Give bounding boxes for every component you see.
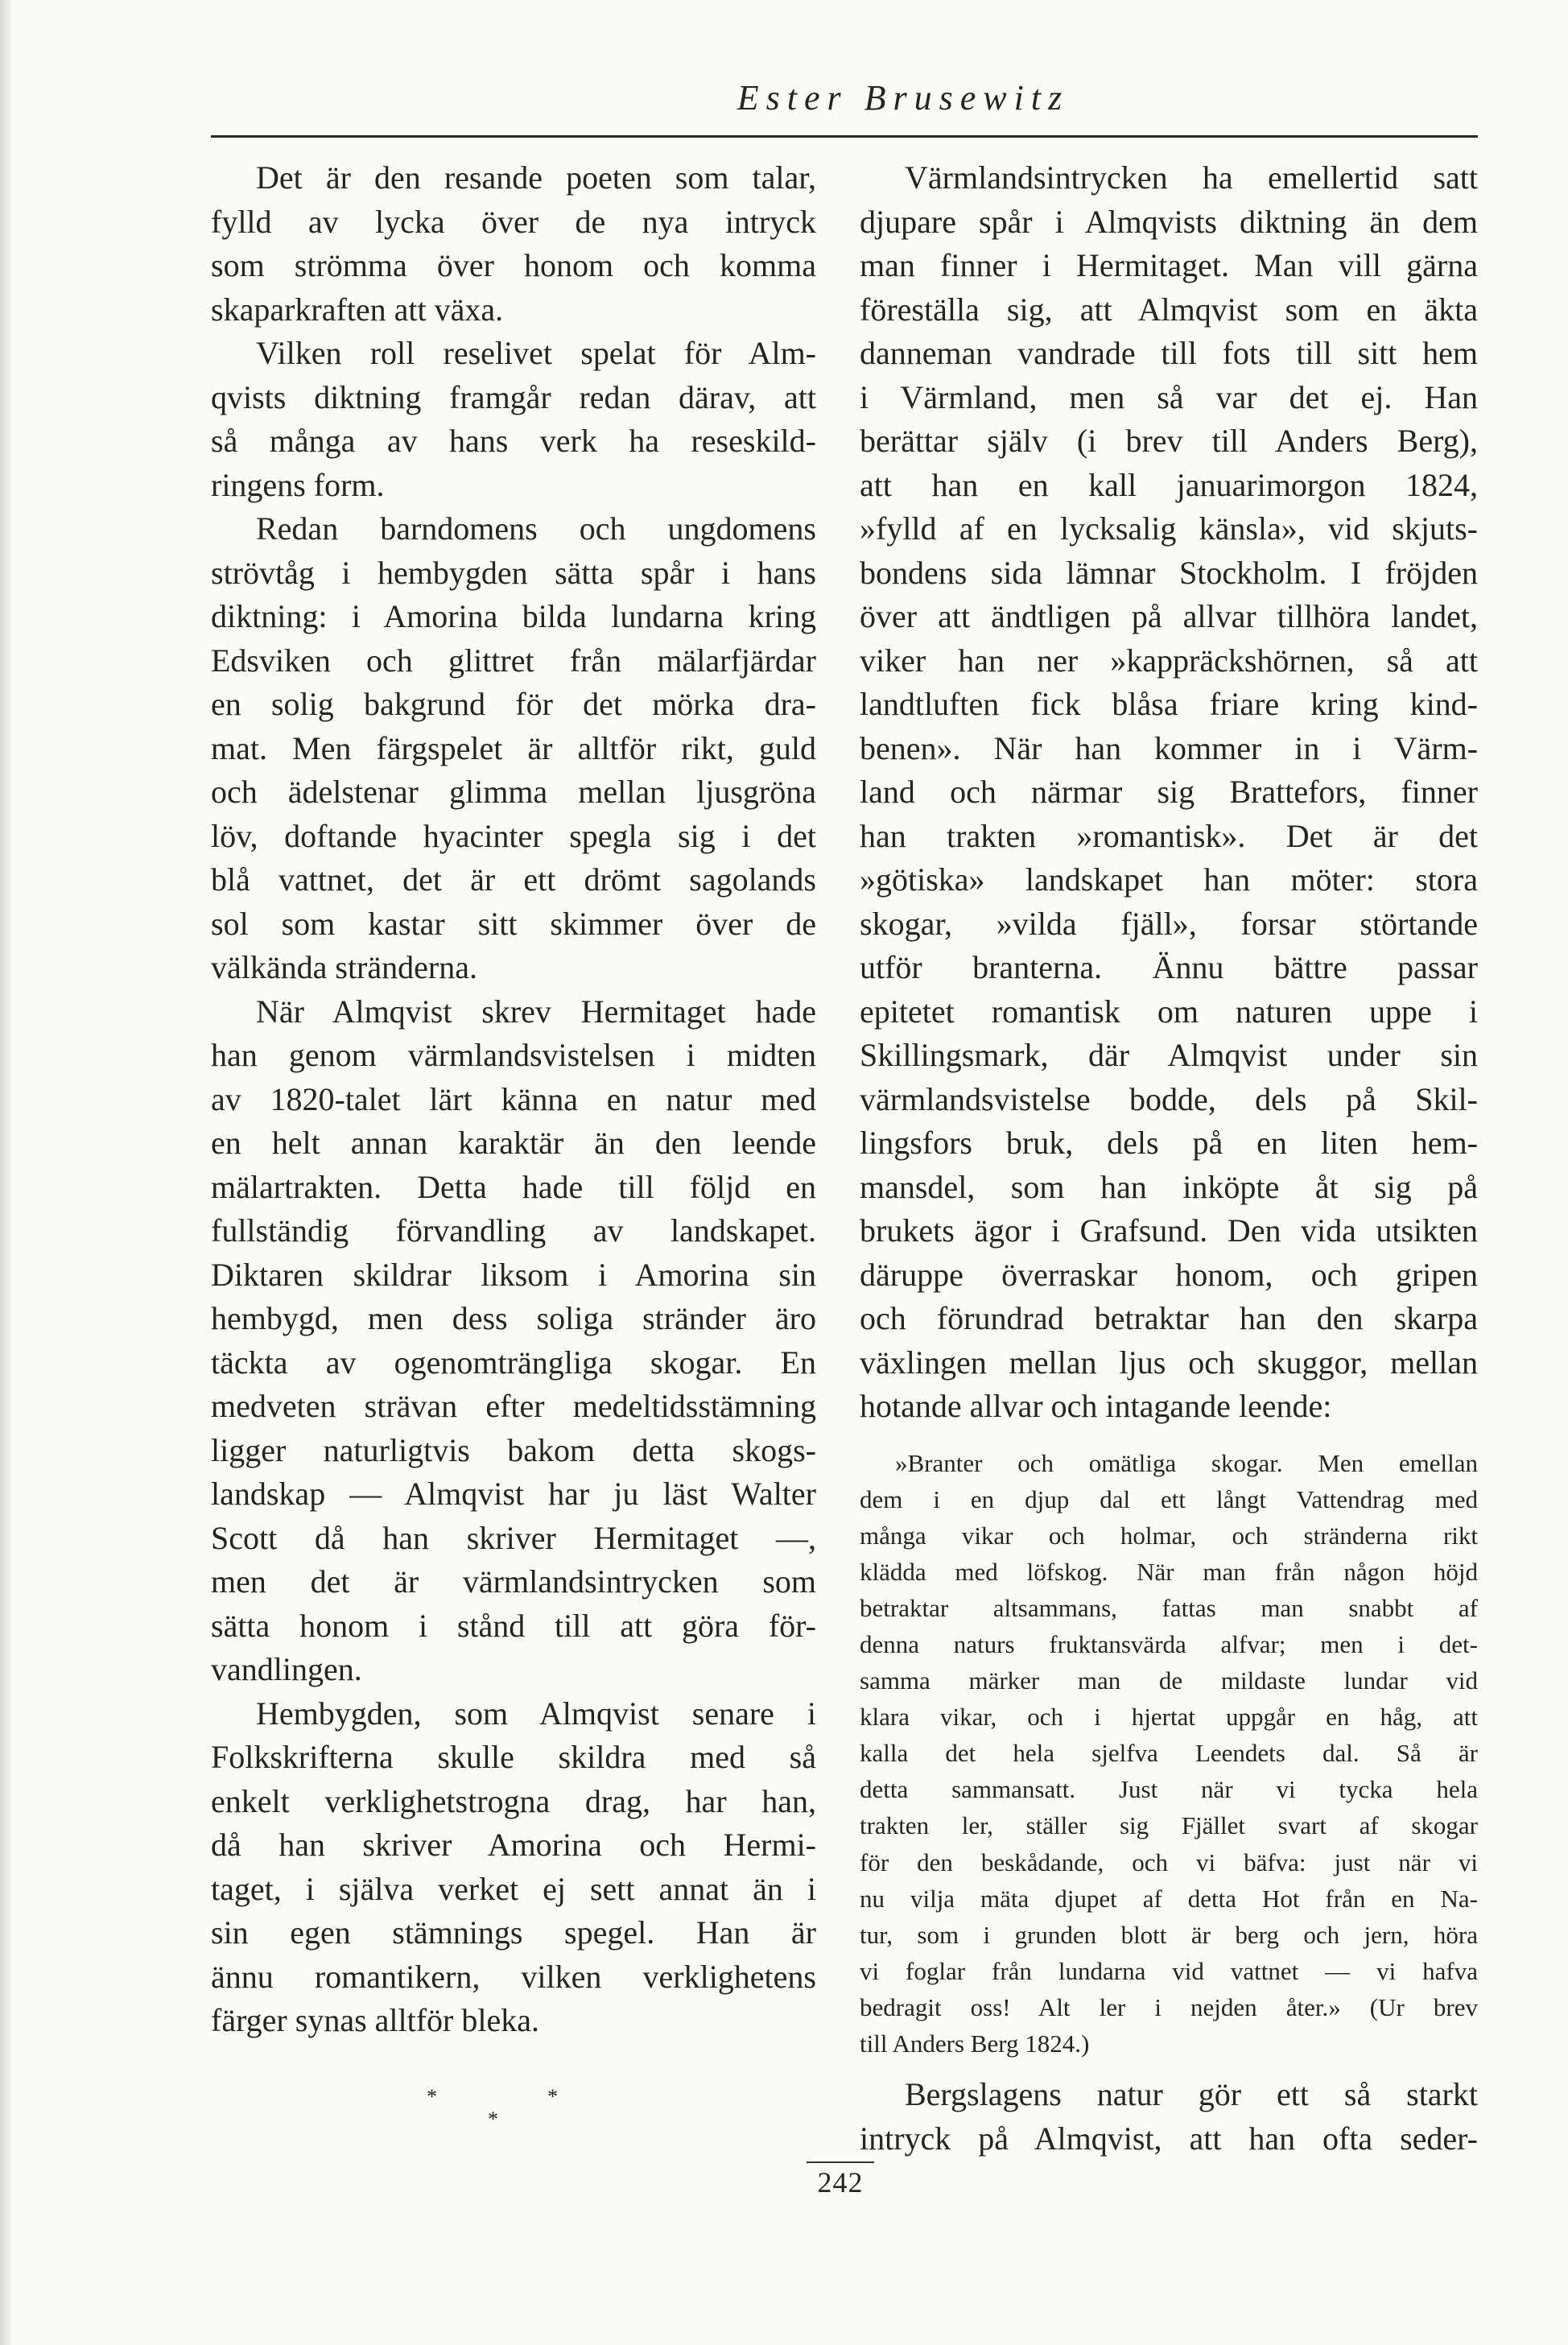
text-line: hotande allvar och intagande leende: [860,1388,1332,1424]
running-head: Ester Brusewitz [737,78,1070,118]
text-line: man finner i Hermitaget. Man vill gärna [860,247,1478,283]
right-column [860,156,1478,2161]
paragraph [860,156,1478,1429]
text-line: färger synas alltför bleka. [211,2002,539,2038]
text-line: utför branterna. Ännu bättre passar [860,949,1478,985]
text-line: djupare spår i Almqvists diktning än dem [860,203,1478,240]
text-line: vandlingen. [211,1651,362,1687]
text-line: klädda med löfskog. När man från någon höjd [860,1557,1478,1586]
text-line: danneman vandrade till fots till sitt hem [860,335,1478,371]
text-line: ännu romantikern, vilken verklighetens [211,1958,816,1995]
text-line: han genom värmlandsvistelsen i midten [211,1037,816,1073]
text-line: viker han ner »kappräckshörnen, så att [860,642,1478,679]
text-line: brukets ägor i Grafsund. Den vida utsikten [860,1212,1478,1249]
text-line: han trakten »romantisk». Det är det [860,817,1478,854]
text-line: trakten ler, ställer sig Fjället svart af skogar [860,1811,1478,1840]
text-line: land och närmar sig Brattefors, finner [860,774,1478,810]
text-line: tur, som i grunden blott är berg och jern, höra [860,1920,1478,1949]
text-line: växlingen mellan ljus och skuggor, mellan [860,1344,1478,1381]
text-line: mat. Men färgspelet är alltför rikt, guld [211,729,816,766]
text-line: och förundrad betraktar han den skarpa [860,1300,1478,1336]
text-line: Det är den resande poeten som talar, [256,159,816,196]
text-line: till Anders Berg 1824.) [860,2029,1090,2058]
text-line: värmlandsvistelse bodde, dels på Skil- [860,1080,1478,1117]
text-line: sin egen stämnings spegel. Han är [211,1914,816,1951]
text-line: då han skriver Amorina och Hermi- [211,1827,816,1863]
text-line: medveten strävan efter medeltidsstämning [211,1388,816,1424]
text-line: så många av hans verk ha reseskild- [211,423,816,459]
text-line: epitetet romantisk om naturen uppe i [860,993,1478,1030]
page-number: 242 [817,2166,864,2198]
text-line: denna naturs fruktansvärda alfvar; men i det- [860,1629,1478,1658]
asterisk: * [427,2085,437,2108]
text-line: nu vilja mäta djupet af detta Hot från en Na- [860,1884,1478,1913]
text-line: men det är värmlandsintrycken som [211,1563,816,1600]
text-line: många vikar och holmar, och stränderna rikt [860,1521,1478,1550]
text-line: mälartrakten. Detta hade till följd en [211,1168,816,1205]
text-line: skogar, »vilda fjäll», forsar störtande [860,905,1478,942]
text-line: Vilken roll reselivet spelat för Alm- [256,335,816,371]
text-line: en solig bakgrund för det mörka dra- [211,686,816,722]
text-line: dem i en djup dal ett långt Vattendrag med [860,1484,1478,1513]
text-line: i Värmland, men så var det ej. Han [860,378,1478,415]
text-line: Diktaren skildrar liksom i Amorina sin [211,1256,816,1293]
text-line: benen». När han kommer in i Värm- [860,729,1478,766]
text-line: landskap — Almqvist har ju läst Walter [211,1476,816,1512]
paragraph [211,156,816,332]
text-line: Hembygden, som Almqvist senare i [256,1695,816,1732]
text-line: klara vikar, och i hjertat uppgår en håg, att [860,1703,1478,1732]
text-line: Scott då han skriver Hermitaget —, [211,1519,816,1556]
text-line: som strömma över honom och komma [211,247,816,283]
text-line: vi foglar från lundarna vid vattnet — vi hafva [860,1956,1478,1985]
header-rule [211,135,1478,138]
text-line: »götiska» landskapet han möter: stora [860,861,1478,898]
text-line: bedragit oss! Alt ler i nejden åter.» (Ur brev [860,1992,1478,2021]
text-line: bondens sida lämnar Stockholm. I fröjden [860,554,1478,591]
text-line: Bergslagens natur gör ett så starkt [905,2076,1478,2113]
text-line: fullständig förvandling av landskapet. [211,1212,816,1249]
paragraph [860,2073,1478,2161]
text-line: enkelt verklighetstrogna drag, har han, [211,1782,816,1819]
text-line: landtluften fick blåsa friare kring kind- [860,686,1478,722]
text-line: betraktar altsammans, fattas man snabbt af [860,1593,1478,1622]
asterisk: * [547,2085,558,2108]
text-line: samma märker man de mildaste lundar vid [860,1666,1478,1695]
text-line: för den beskådande, och vi bäfva: just när vi [860,1848,1478,1876]
text-line: lingsfors bruk, dels på en liten hem- [860,1125,1478,1161]
text-line: över att ändtligen på allvar tillhöra landet, [860,598,1478,634]
paragraph [211,990,816,1692]
text-line: sol som kastar sitt skimmer över de [211,905,816,942]
text-line: kalla det hela sjelfva Leendets dal. Så är [860,1739,1478,1768]
text-line: fylld av lycka över de nya intryck [211,203,816,240]
text-line: »fylld af en lycksalig känsla», vid skjuts- [860,510,1478,547]
text-line: diktning: i Amorina bilda lundarna kring [211,598,816,634]
text-line: sätta honom i stånd till att göra för- [211,1607,816,1644]
text-line: »Branter och omätliga skogar. Men emellan [895,1448,1478,1477]
text-line: av 1820-talet lärt känna en natur med [211,1080,816,1117]
asterisk: * [488,2108,498,2131]
text-line: Värmlandsintrycken ha emellertid satt [905,159,1478,196]
text-line: mansdel, som han inköpte åt sig på [860,1168,1478,1205]
text-line: ringens form. [211,466,385,503]
text-line: Redan barndomens och ungdomens [256,510,816,547]
text-line: täckta av ogenomträngliga skogar. En [211,1344,816,1381]
text-line: blå vattnet, det är ett drömt sagolands [211,861,816,898]
text-line: När Almqvist skrev Hermitaget hade [256,993,816,1030]
text-line: strövtåg i hembygden sätta spår i hans [211,554,816,591]
text-line: Skillingsmark, där Almqvist under sin [860,1037,1478,1073]
text-line: qvists diktning framgår redan därav, att [211,378,816,415]
section-separator [427,2085,588,2133]
text-line: Folkskrifterna skulle skildra med så [211,1739,816,1775]
text-line: Edsviken och glittret från mälarfjärdar [211,642,816,679]
paragraph [211,1692,816,2043]
text-line: intryck på Almqvist, att han ofta seder- [860,2120,1478,2157]
paragraph [211,332,816,507]
text-line: taget, i själva verket ej sett annat än i [211,1870,816,1907]
text-line: en helt annan karaktär än den leende [211,1125,816,1161]
text-line: hembygd, men dess soliga stränder äro [211,1300,816,1336]
text-line: att han en kall januarimorgon 1824, [860,466,1478,503]
page-number-rule [807,2161,874,2163]
text-line: detta sammansatt. Just när vi tycka hela [860,1775,1478,1804]
block-quote [860,1445,1478,2062]
text-line: välkända stränderna. [211,949,477,985]
text-line: skaparkraften att växa. [211,291,504,328]
text-line: och ädelstenar glimma mellan ljusgröna [211,774,816,810]
scan-edge [0,0,11,2345]
left-column [211,156,816,2043]
text-line: berättar själv (i brev till Anders Berg), [860,423,1478,459]
text-line: ligger naturligtvis bakom detta skogs- [211,1431,816,1468]
text-line: löv, doftande hyacinter spegla sig i det [211,817,816,854]
text-line: föreställa sig, att Almqvist som en äkta [860,291,1478,328]
paragraph [211,507,816,990]
text-line: däruppe överraskar honom, och gripen [860,1256,1478,1293]
